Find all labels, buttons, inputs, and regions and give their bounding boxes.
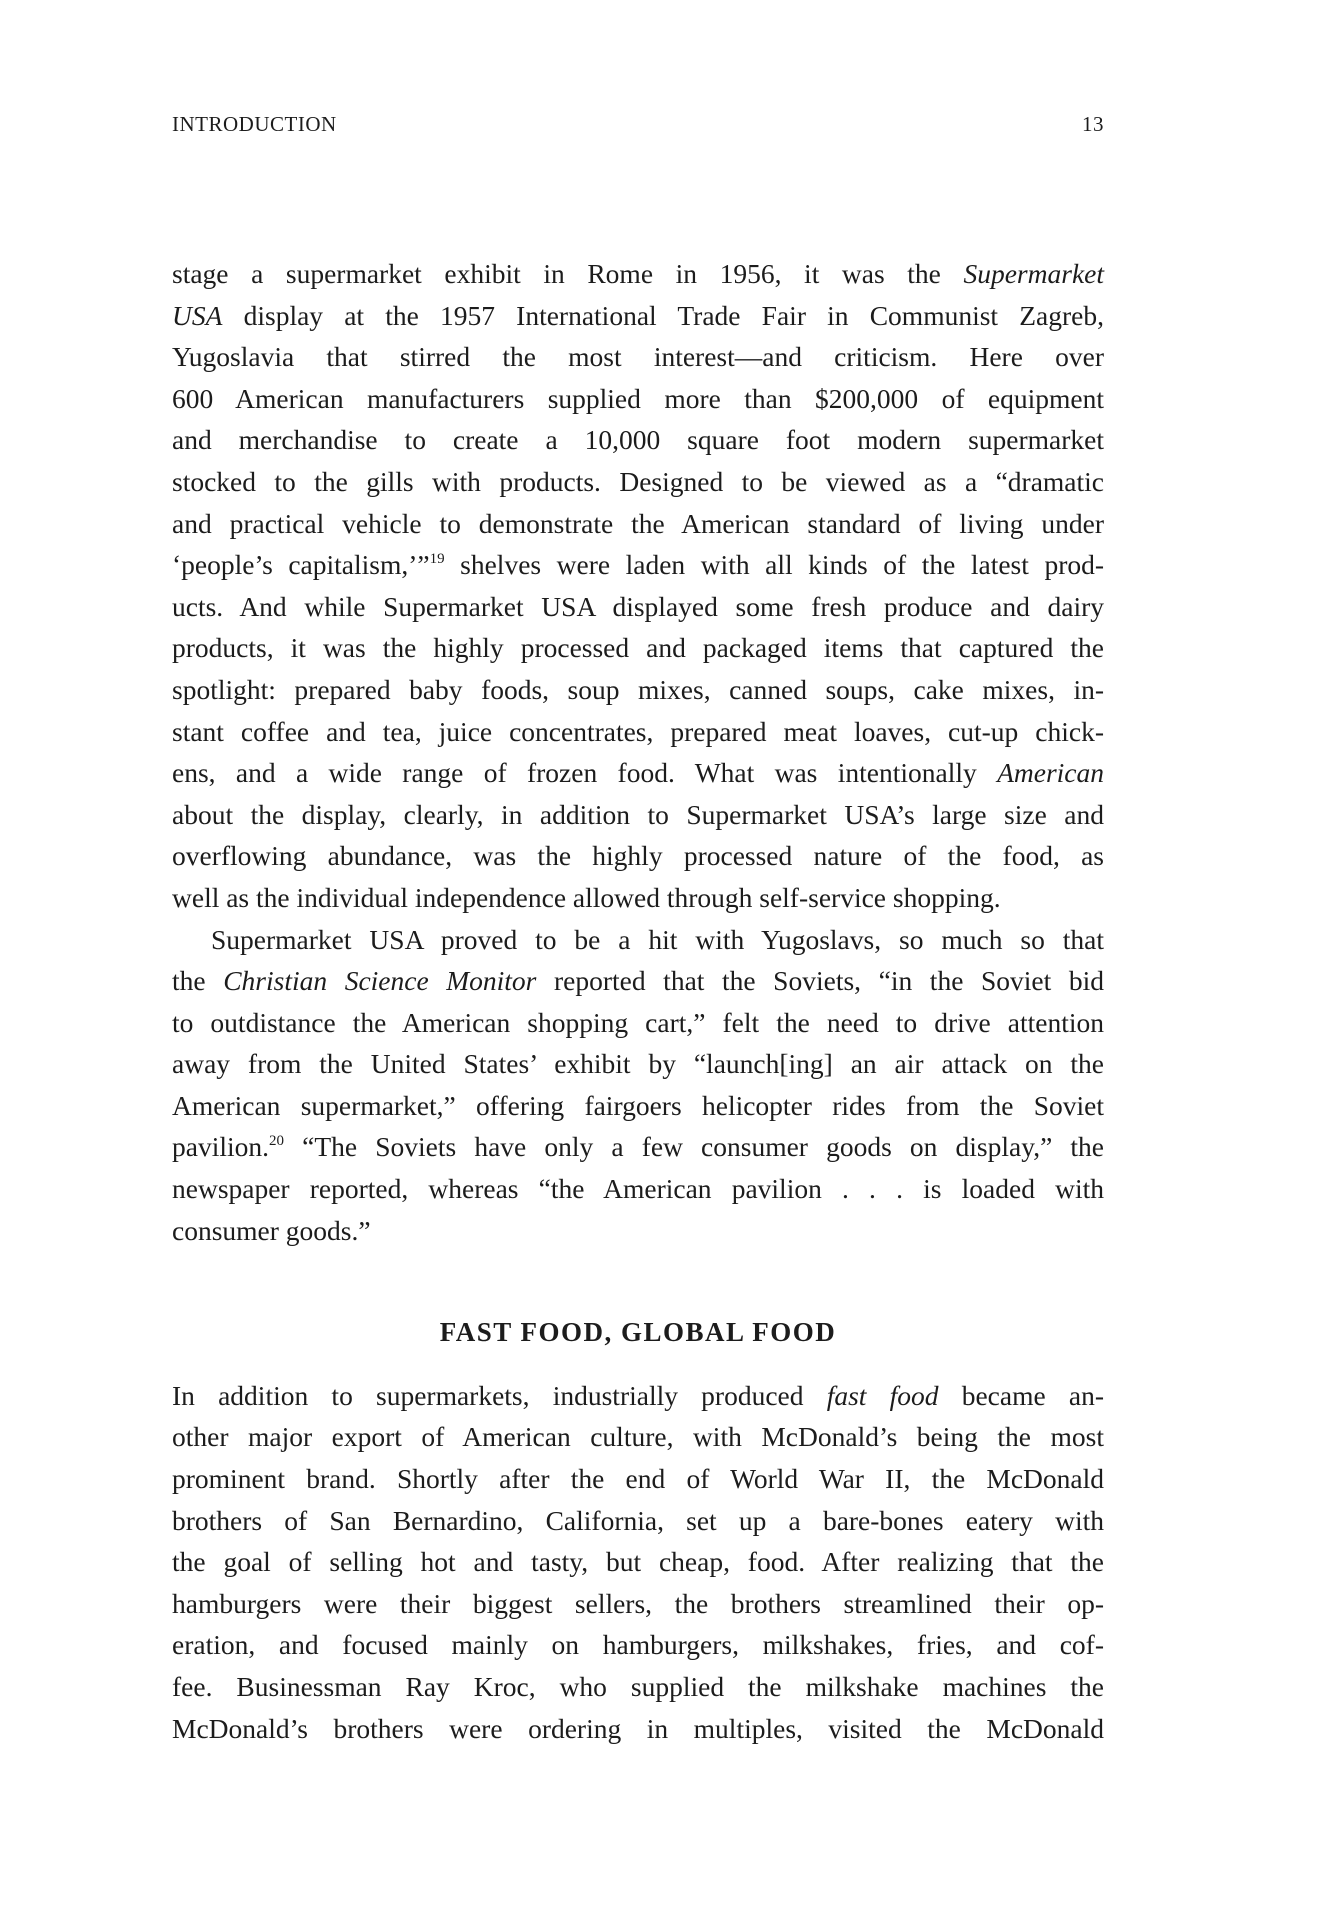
text-line <box>172 1126 1104 1168</box>
italic-title: USA <box>172 299 223 331</box>
text-line: ucts. And while Supermarket USA displayed some fresh produce and dairy <box>172 590 1104 622</box>
text-line: consumer goods.” <box>172 1214 371 1246</box>
heading-spacer <box>172 1354 1104 1375</box>
text-run: pavilion. <box>172 1131 270 1163</box>
text-line: spotlight: prepared baby foods, soup mixes, canned soups, cake mixes, in- <box>172 673 1104 705</box>
text-line: to outdistance the American shopping cart,” felt the need to drive attention <box>172 1006 1104 1038</box>
text-line <box>172 960 1104 1002</box>
text-line <box>172 295 1104 337</box>
text-run: “The Soviets have only a few consumer goods on display,” the <box>284 1131 1104 1163</box>
text-run: became an- <box>938 1379 1105 1411</box>
text-line: McDonald’s brothers were ordering in multiples, visited the McDonald <box>172 1712 1104 1744</box>
text-line: Yugoslavia that stirred the most interest—and criticism. Here over <box>172 341 1104 373</box>
text-line <box>172 752 1104 794</box>
text-line <box>172 544 1104 586</box>
section-spacer <box>172 1251 1104 1312</box>
text-line: brothers of San Bernardino, California, set up a bare-bones eatery with <box>172 1504 1104 1536</box>
body-text <box>172 253 1104 1749</box>
text-line: stocked to the gills with products. Designed to be viewed as a “dramatic <box>172 465 1104 497</box>
text-line: stant coffee and tea, juice concentrates, prepared meat loaves, cut-up chick- <box>172 715 1104 747</box>
text-line: other major export of American culture, with McDonald’s being the most <box>172 1421 1104 1453</box>
footnote-ref: 19 <box>429 551 445 568</box>
text-line: and merchandise to create a 10,000 square foot modern supermarket <box>172 424 1104 456</box>
text-line: overflowing abundance, was the highly processed nature of the food, as <box>172 840 1104 872</box>
italic-title: Supermarket <box>963 258 1104 289</box>
text-run: ‘people’s capitalism,’” <box>172 549 430 581</box>
text-run: ens, and a wide range of frozen food. What was intentionally <box>172 757 998 789</box>
section-label: INTRODUCTION <box>172 112 337 136</box>
text-run: In addition to supermarkets, industrially produced <box>172 1379 827 1411</box>
running-head <box>172 112 1104 137</box>
text-line: 600 American manufacturers supplied more than $200,000 of equipment <box>172 382 1104 414</box>
text-line: fee. Businessman Ray Kroc, who supplied the milkshake machines the <box>172 1671 1104 1702</box>
text-line: prominent brand. Shortly after the end of World War II, the McDonald <box>172 1463 1104 1495</box>
italic-title: Christian Science Monitor <box>223 965 537 997</box>
paragraph-1 <box>172 253 1104 919</box>
text-run: the <box>172 965 224 997</box>
text-line: well as the individual independence allowed through self-service shopping. <box>172 881 1001 913</box>
text-line: newspaper reported, whereas “the American pavilion . . . is loaded with <box>172 1173 1104 1205</box>
text-line: Supermarket USA proved to be a hit with Yugoslavs, so much so that <box>211 923 1104 955</box>
text-line: eration, and focused mainly on hamburgers, milkshakes, fries, and cof- <box>172 1629 1104 1661</box>
text-line: American supermarket,” offering fairgoers helicopter rides from the Soviet <box>172 1089 1104 1121</box>
text-run: shelves were laden with all kinds of the latest prod- <box>444 549 1105 581</box>
text-line <box>172 1375 1104 1417</box>
text-line: the goal of selling hot and tasty, but cheap, food. After realizing that the <box>172 1546 1104 1578</box>
section-heading: FAST FOOD, GLOBAL FOOD <box>439 1317 837 1348</box>
text-line: products, it was the highly processed and packaged items that captured the <box>172 632 1104 664</box>
text-line: away from the United States’ exhibit by “launch[ing] an air attack on the <box>172 1048 1104 1080</box>
italic-emphasis: American <box>997 757 1104 789</box>
italic-emphasis: fast food <box>826 1379 939 1411</box>
text-run: stage a supermarket exhibit in Rome in 1956, it was the <box>172 258 964 289</box>
text-line: about the display, clearly, in addition to Supermarket USA’s large size and <box>172 798 1104 830</box>
text-line: hamburgers were their biggest sellers, the brothers streamlined their op- <box>172 1587 1104 1619</box>
footnote-ref: 20 <box>269 1133 285 1150</box>
paragraph-3 <box>172 1375 1104 1749</box>
text-run: display at the 1957 International Trade Fair in Communist Zagreb, <box>222 299 1104 331</box>
paragraph-2 <box>172 919 1104 1252</box>
text-run: reported that the Soviets, “in the Soviet bid <box>536 965 1104 997</box>
page-number: 13 <box>1082 112 1104 136</box>
text-line <box>172 253 1104 295</box>
text-line: and practical vehicle to demonstrate the American standard of living under <box>172 507 1104 539</box>
